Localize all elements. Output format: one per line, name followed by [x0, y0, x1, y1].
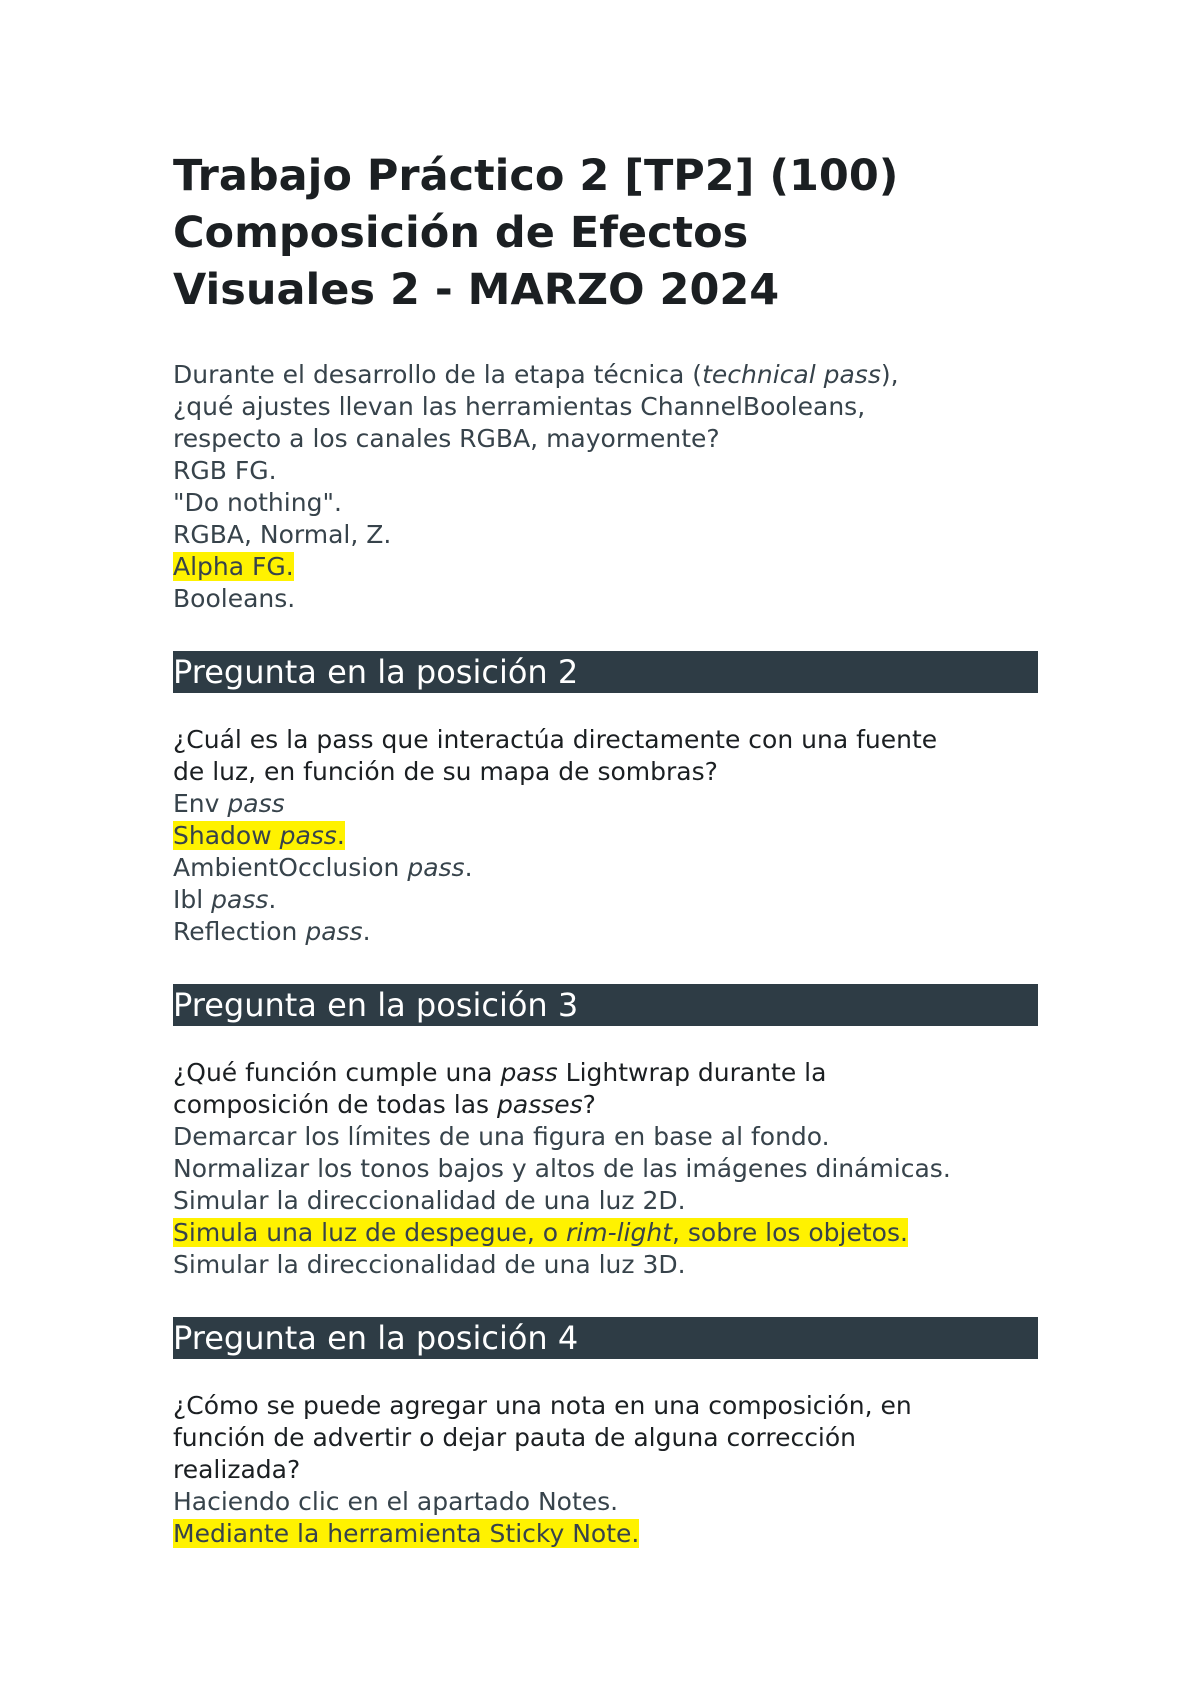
q4-option-1: Haciendo clic en el apartado Notes.: [173, 1487, 619, 1516]
q3-option-2: Normalizar los tonos bajos y altos de las imágenes dinámicas.: [173, 1154, 951, 1183]
q1-option-1: RGB FG.: [173, 456, 277, 485]
q4-option-2-correct: [173, 1518, 1038, 1550]
question-4-line-2: función de advertir o dejar pauta de alguna corrección: [173, 1423, 857, 1452]
question-2-line-2: de luz, en función de su mapa de sombras?: [173, 757, 718, 786]
section-header-4: Pregunta en la posición 4: [173, 1317, 1038, 1359]
q3-option-5: Simular la direccionalidad de una luz 3D.: [173, 1250, 686, 1279]
q3-option-3: Simular la direccionalidad de una luz 2D.: [173, 1186, 686, 1215]
title-line-3: Visuales 2 - MARZO 2024: [173, 265, 780, 315]
document-title: [173, 148, 1038, 319]
document-page: [173, 148, 1038, 1550]
correct-answer-highlight: Simula una luz de despegue, o rim-light, sobre los objetos.: [173, 1218, 908, 1247]
q3-option-1: Demarcar los límites de una figura en base al fondo.: [173, 1122, 830, 1151]
question-4-line-1: ¿Cómo se puede agregar una nota en una composición, en: [173, 1391, 912, 1420]
correct-answer-highlight: Mediante la herramienta Sticky Note.: [173, 1519, 640, 1548]
question-1-line-2: ¿qué ajustes llevan las herramientas ChannelBooleans,: [173, 392, 866, 421]
correct-answer-highlight: Alpha FG.: [173, 552, 294, 581]
q2-option-4: Ibl pass.: [173, 885, 277, 914]
question-block-1: [173, 359, 1038, 615]
q2-option-3: AmbientOcclusion pass.: [173, 853, 473, 882]
section-header-2: Pregunta en la posición 2: [173, 651, 1038, 693]
question-1-line-1: Durante el desarrollo de la etapa técnica (technical pass),: [173, 360, 899, 389]
question-3-line-2: composición de todas las passes?: [173, 1090, 596, 1119]
q2-option-5: Reflection pass.: [173, 917, 371, 946]
q1-option-3: RGBA, Normal, Z.: [173, 520, 392, 549]
question-1-line-3: respecto a los canales RGBA, mayormente?: [173, 424, 720, 453]
title-line-2: Composición de Efectos: [173, 208, 749, 258]
q3-option-4-correct: [173, 1217, 1038, 1249]
q2-option-1: Env pass: [173, 789, 285, 818]
question-2-line-1: ¿Cuál es la pass que interactúa directamente con una fuente: [173, 725, 938, 754]
q1-option-2: "Do nothing".: [173, 488, 342, 517]
question-block-3: [173, 1057, 1038, 1281]
question-4-line-3: realizada?: [173, 1455, 301, 1484]
q1-option-4-correct: [173, 551, 1038, 583]
correct-answer-highlight: Shadow pass.: [173, 821, 345, 850]
section-header-3: Pregunta en la posición 3: [173, 984, 1038, 1026]
question-block-4: [173, 1390, 1038, 1550]
q2-option-2-correct: [173, 820, 1038, 852]
q1-option-5: Booleans.: [173, 584, 296, 613]
question-block-2: [173, 724, 1038, 948]
question-3-line-1: ¿Qué función cumple una pass Lightwrap durante la: [173, 1058, 827, 1087]
title-line-1: Trabajo Práctico 2 [TP2] (100): [173, 151, 899, 201]
